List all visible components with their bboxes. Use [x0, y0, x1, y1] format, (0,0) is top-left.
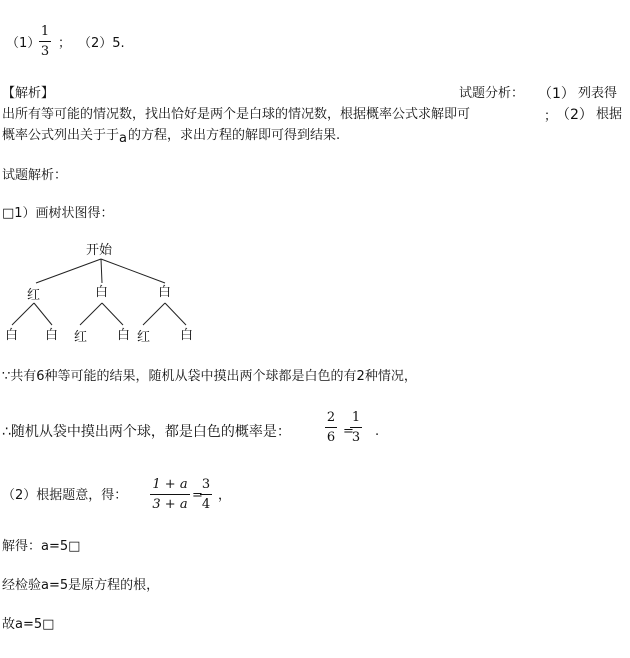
part2-intro: （2）根据题意，得： [2, 488, 128, 503]
tree-node-l2: 白 [45, 328, 59, 343]
result-line: ∵共有6种等可能的结果，随机从袋中摸出两个球都是白色的有2种情况， [2, 369, 417, 384]
answer-fraction-den: 3 [40, 44, 50, 59]
answer-fraction-num: 1 [40, 24, 50, 39]
solution-step1: □1）画树状图得： [2, 206, 114, 221]
analysis-item2-label: （2） [556, 107, 593, 123]
final-line: 故a=5□ [2, 617, 55, 632]
tree-edge [165, 303, 186, 325]
answer-part2: （2）5. [78, 36, 125, 51]
tree-edge [101, 259, 165, 283]
answer-separator: ； [58, 36, 72, 51]
analysis-line3-b: 的方程，求出方程的解即可得到结果. [128, 128, 341, 143]
tree-edge [12, 303, 34, 325]
tree-edge [143, 303, 165, 325]
tree-edge [102, 303, 123, 325]
analysis-line3-var: a [119, 131, 127, 146]
fraction-bar [200, 494, 212, 495]
probability-fraction-1-den: 6 [326, 430, 336, 445]
answer-part1-label: （1） [6, 36, 41, 51]
tree-edge [101, 259, 102, 283]
probability-fraction-1-num: 2 [326, 410, 336, 425]
tree-node-l1: 红 [27, 288, 41, 303]
probability-fraction-2-num: 1 [351, 410, 361, 425]
equation-equals: = [192, 488, 203, 503]
probability-line: ∴随机从袋中摸出两个球，都是白色的概率是： [2, 424, 291, 440]
equation-end: ， [218, 488, 232, 503]
probability-equals: = [343, 424, 354, 439]
tree-edge [34, 303, 52, 325]
equation-left-fraction [150, 477, 190, 512]
analysis-line2-sep: ； [544, 109, 558, 124]
fraction-bar [325, 427, 337, 428]
analysis-item1-label: （1） [538, 86, 575, 102]
fraction-bar [350, 427, 362, 428]
probability-fraction-2-den: 3 [351, 430, 361, 445]
tree-node-l2: 红 [137, 330, 151, 345]
analysis-line2: 出所有等可能的情况数，找出恰好是两个是白球的情况数，根据概率公式求解即可 [2, 107, 471, 122]
analysis-header: 试题分析： [459, 86, 525, 101]
probability-fraction-1 [325, 410, 337, 445]
tree-root: 开始 [86, 243, 113, 258]
analysis-tag: 【解析】 [2, 86, 55, 101]
solution-heading: 试题解析： [2, 168, 68, 183]
equation-right-fraction [200, 477, 212, 512]
check-line: 经检验a=5是原方程的根， [2, 578, 160, 593]
solve-line: 解得：a=5□ [2, 539, 81, 554]
tree-node-l2: 白 [180, 328, 194, 343]
tree-node-l2: 红 [74, 330, 88, 345]
analysis-item1-tail: 列表得 [578, 86, 618, 101]
fraction-bar [150, 494, 190, 495]
equation-left-num: 1 + a [152, 477, 188, 492]
analysis-item2-tail: 根据 [596, 107, 623, 122]
tree-edge [36, 259, 101, 283]
equation-right-den: 4 [201, 497, 211, 512]
probability-fraction-2 [350, 410, 362, 445]
tree-node-l2: 白 [5, 328, 19, 343]
tree-edge [80, 303, 102, 325]
probability-end: . [375, 424, 380, 439]
tree-node-l1: 白 [95, 285, 109, 300]
equation-right-num: 3 [201, 477, 211, 492]
analysis-line3-a: 概率公式列出关于于 [2, 128, 120, 143]
tree-node-l1: 白 [158, 285, 172, 300]
tree-node-l2: 白 [117, 328, 131, 343]
equation-left-den: 3 + a [152, 497, 188, 512]
